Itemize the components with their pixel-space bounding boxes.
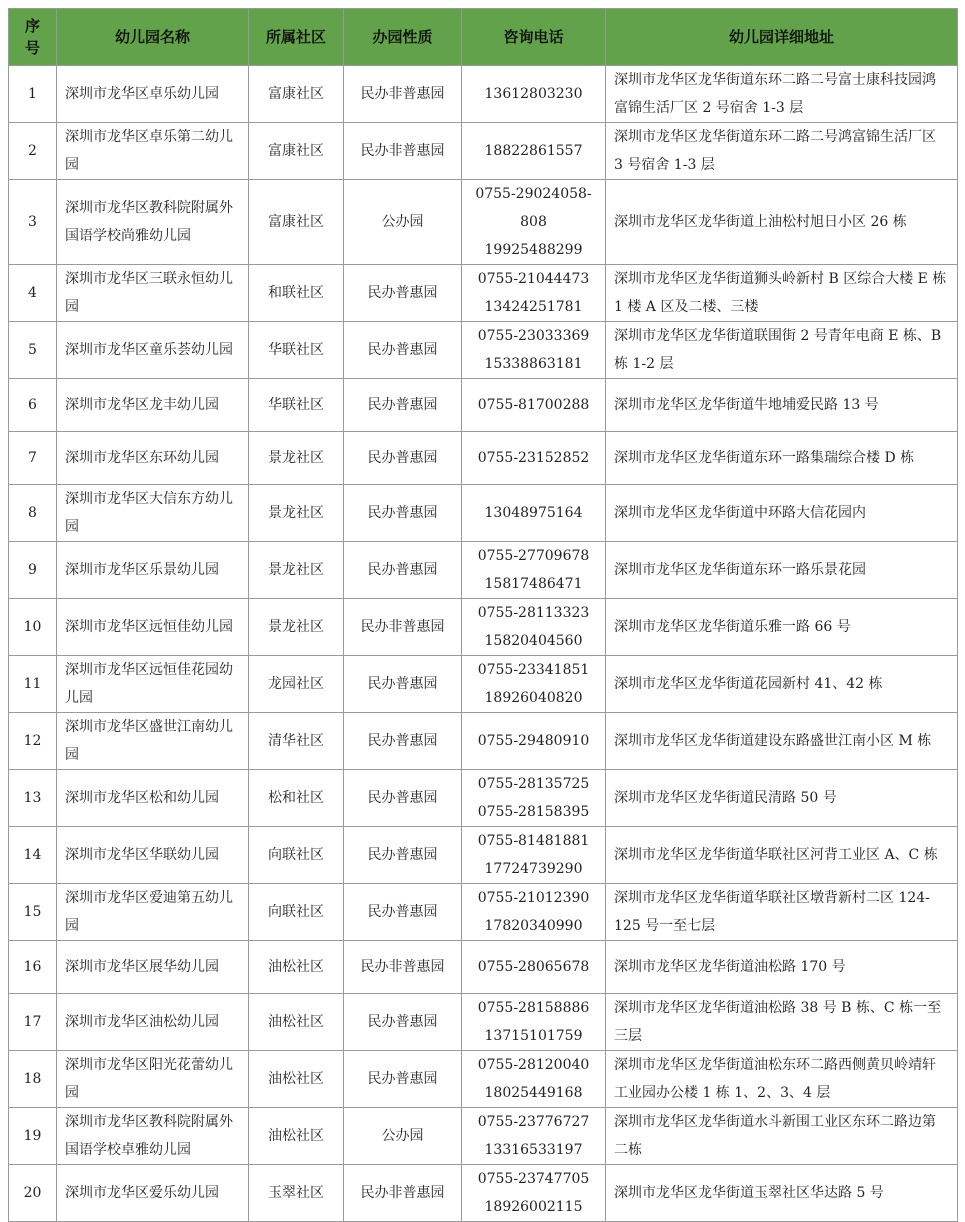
address: 深圳市龙华区龙华街道建设东路盛世江南小区 M 栋	[606, 713, 958, 770]
address: 深圳市龙华区龙华街道上油松村旭日小区 26 栋	[606, 180, 958, 265]
address: 深圳市龙华区龙华街道油松东环二路西侧黄贝岭靖轩工业园办公楼 1 栋 1、2、3、4 层	[606, 1051, 958, 1108]
address: 深圳市龙华区龙华街道狮头岭新村 B 区综合大楼 E 栋 1 楼 A 区及二楼、三楼	[606, 265, 958, 322]
phone-primary: 0755-23776727	[477, 1114, 590, 1130]
phone-primary: 13612803230	[484, 86, 583, 102]
phone-primary: 0755-27709678	[477, 548, 590, 564]
phone-primary: 0755-29024058-808	[475, 186, 592, 230]
kindergarten-name: 深圳市龙华区华联幼儿园	[57, 827, 249, 884]
phone-secondary: 15820404560	[484, 633, 583, 649]
school-type: 民办非普惠园	[344, 1165, 462, 1222]
row-number: 5	[9, 322, 57, 379]
school-type: 民办非普惠园	[344, 123, 462, 180]
table-row	[9, 884, 958, 941]
table-row	[9, 66, 958, 123]
phone-secondary: 13715101759	[484, 1028, 583, 1044]
phone-primary: 0755-21044473	[477, 271, 590, 287]
row-number: 19	[9, 1108, 57, 1165]
kindergarten-name: 深圳市龙华区东环幼儿园	[57, 432, 249, 485]
phone-secondary: 0755-28158395	[477, 804, 590, 820]
table-row	[9, 123, 958, 180]
phone-cell	[462, 180, 606, 265]
row-number: 2	[9, 123, 57, 180]
row-number: 16	[9, 941, 57, 994]
phone-primary: 0755-28120040	[477, 1057, 590, 1073]
phone-cell	[462, 770, 606, 827]
school-type: 民办非普惠园	[344, 66, 462, 123]
table-row	[9, 713, 958, 770]
address: 深圳市龙华区龙华街道玉翠社区华达路 5 号	[606, 1165, 958, 1222]
community: 龙园社区	[249, 656, 344, 713]
phone-primary: 0755-28065678	[477, 959, 590, 975]
phone-secondary: 15338863181	[484, 356, 583, 372]
table-row	[9, 180, 958, 265]
phone-primary: 18822861557	[484, 143, 583, 159]
community: 景龙社区	[249, 485, 344, 542]
address: 深圳市龙华区龙华街道牛地埔爱民路 13 号	[606, 379, 958, 432]
community: 富康社区	[249, 180, 344, 265]
kindergarten-name: 深圳市龙华区展华幼儿园	[57, 941, 249, 994]
phone-secondary: 15817486471	[484, 576, 583, 592]
phone-cell	[462, 379, 606, 432]
school-type: 民办非普惠园	[344, 941, 462, 994]
row-number: 8	[9, 485, 57, 542]
header-phone: 咨询电话	[462, 9, 606, 66]
phone-secondary: 17820340990	[484, 918, 583, 934]
header-num	[9, 9, 57, 66]
phone-cell	[462, 941, 606, 994]
phone-cell	[462, 713, 606, 770]
community: 景龙社区	[249, 599, 344, 656]
school-type: 民办普惠园	[344, 884, 462, 941]
school-type: 民办普惠园	[344, 485, 462, 542]
community: 油松社区	[249, 1108, 344, 1165]
school-type: 民办普惠园	[344, 265, 462, 322]
school-type: 民办普惠园	[344, 656, 462, 713]
row-number: 20	[9, 1165, 57, 1222]
table-row	[9, 265, 958, 322]
table-row	[9, 599, 958, 656]
row-number: 15	[9, 884, 57, 941]
address: 深圳市龙华区龙华街道花园新村 41、42 栋	[606, 656, 958, 713]
table-row	[9, 1165, 958, 1222]
phone-primary: 0755-23152852	[477, 450, 590, 466]
phone-cell	[462, 1108, 606, 1165]
address: 深圳市龙华区龙华街道水斗新围工业区东环二路边第二栋	[606, 1108, 958, 1165]
row-number: 9	[9, 542, 57, 599]
phone-primary: 13048975164	[484, 505, 583, 521]
phone-cell	[462, 66, 606, 123]
school-type: 民办普惠园	[344, 770, 462, 827]
kindergarten-name: 深圳市龙华区爱乐幼儿园	[57, 1165, 249, 1222]
phone-cell	[462, 265, 606, 322]
phone-cell	[462, 827, 606, 884]
school-type: 民办普惠园	[344, 713, 462, 770]
kindergarten-name: 深圳市龙华区教科院附属外国语学校卓雅幼儿园	[57, 1108, 249, 1165]
community: 清华社区	[249, 713, 344, 770]
kindergarten-name: 深圳市龙华区爱迪第五幼儿园	[57, 884, 249, 941]
school-type: 民办普惠园	[344, 994, 462, 1051]
phone-secondary: 17724739290	[484, 861, 583, 877]
row-number: 11	[9, 656, 57, 713]
school-type: 民办普惠园	[344, 542, 462, 599]
community: 向联社区	[249, 827, 344, 884]
table-row	[9, 542, 958, 599]
phone-secondary: 18926040820	[484, 690, 583, 706]
kindergarten-name: 深圳市龙华区卓乐第二幼儿园	[57, 123, 249, 180]
kindergarten-name: 深圳市龙华区三联永恒幼儿园	[57, 265, 249, 322]
address: 深圳市龙华区龙华街道华联社区河背工业区 A、C 栋	[606, 827, 958, 884]
kindergarten-name: 深圳市龙华区阳光花蕾幼儿园	[57, 1051, 249, 1108]
phone-primary: 0755-23033369	[477, 328, 590, 344]
table-row	[9, 322, 958, 379]
table-row	[9, 827, 958, 884]
header-address: 幼儿园详细地址	[606, 9, 958, 66]
address: 深圳市龙华区龙华街道乐雅一路 66 号	[606, 599, 958, 656]
row-number: 7	[9, 432, 57, 485]
phone-primary: 0755-81700288	[477, 397, 590, 413]
phone-cell	[462, 599, 606, 656]
school-type: 民办普惠园	[344, 379, 462, 432]
table-header-row	[9, 9, 958, 66]
kindergarten-name: 深圳市龙华区大信东方幼儿园	[57, 485, 249, 542]
kindergarten-name: 深圳市龙华区教科院附属外国语学校尚雅幼儿园	[57, 180, 249, 265]
header-name: 幼儿园名称	[57, 9, 249, 66]
row-number: 1	[9, 66, 57, 123]
phone-cell	[462, 1165, 606, 1222]
phone-primary: 0755-81481881	[477, 833, 590, 849]
community: 和联社区	[249, 265, 344, 322]
phone-primary: 0755-28135725	[477, 776, 590, 792]
kindergarten-name: 深圳市龙华区松和幼儿园	[57, 770, 249, 827]
community: 富康社区	[249, 123, 344, 180]
address: 深圳市龙华区龙华街道东环二路二号富士康科技园鸿富锦生活厂区 2 号宿舍 1-3 层	[606, 66, 958, 123]
row-number: 3	[9, 180, 57, 265]
address: 深圳市龙华区龙华街道东环一路乐景花园	[606, 542, 958, 599]
table-row	[9, 994, 958, 1051]
address: 深圳市龙华区龙华街道东环二路二号鸿富锦生活厂区 3 号宿舍 1-3 层	[606, 123, 958, 180]
community: 向联社区	[249, 884, 344, 941]
header-num-line2: 号	[24, 39, 40, 57]
phone-secondary: 18025449168	[484, 1085, 583, 1101]
row-number: 14	[9, 827, 57, 884]
address: 深圳市龙华区龙华街道联围街 2 号青年电商 E 栋、B 栋 1-2 层	[606, 322, 958, 379]
school-type: 民办普惠园	[344, 432, 462, 485]
phone-cell	[462, 884, 606, 941]
phone-primary: 0755-28158886	[477, 1000, 590, 1016]
phone-primary: 0755-23341851	[477, 662, 590, 678]
school-type: 公办园	[344, 180, 462, 265]
kindergarten-name: 深圳市龙华区龙丰幼儿园	[57, 379, 249, 432]
header-community: 所属社区	[249, 9, 344, 66]
school-type: 民办普惠园	[344, 1051, 462, 1108]
community: 油松社区	[249, 941, 344, 994]
kindergarten-name: 深圳市龙华区乐景幼儿园	[57, 542, 249, 599]
kindergarten-name: 深圳市龙华区油松幼儿园	[57, 994, 249, 1051]
phone-cell	[462, 656, 606, 713]
community: 油松社区	[249, 994, 344, 1051]
community: 油松社区	[249, 1051, 344, 1108]
kindergarten-name: 深圳市龙华区远恒佳幼儿园	[57, 599, 249, 656]
row-number: 4	[9, 265, 57, 322]
phone-primary: 0755-28113323	[477, 605, 590, 621]
phone-cell	[462, 542, 606, 599]
address: 深圳市龙华区龙华街道东环一路集瑞综合楼 D 栋	[606, 432, 958, 485]
phone-cell	[462, 994, 606, 1051]
community: 富康社区	[249, 66, 344, 123]
school-type: 公办园	[344, 1108, 462, 1165]
address: 深圳市龙华区龙华街道民清路 50 号	[606, 770, 958, 827]
row-number: 10	[9, 599, 57, 656]
table-row	[9, 485, 958, 542]
phone-cell	[462, 1051, 606, 1108]
community: 松和社区	[249, 770, 344, 827]
community: 华联社区	[249, 379, 344, 432]
table-body	[9, 66, 958, 1222]
phone-primary: 0755-29480910	[477, 733, 590, 749]
kindergarten-table	[8, 8, 958, 1222]
phone-secondary: 13316533197	[484, 1142, 583, 1158]
table-row	[9, 1051, 958, 1108]
row-number: 18	[9, 1051, 57, 1108]
table-row	[9, 432, 958, 485]
row-number: 13	[9, 770, 57, 827]
phone-cell	[462, 123, 606, 180]
header-type: 办园性质	[344, 9, 462, 66]
kindergarten-name: 深圳市龙华区盛世江南幼儿园	[57, 713, 249, 770]
phone-secondary: 18926002115	[484, 1199, 583, 1215]
phone-primary: 0755-23747705	[477, 1171, 590, 1187]
community: 景龙社区	[249, 542, 344, 599]
header-num-line1: 序	[24, 17, 40, 35]
phone-secondary: 19925488299	[484, 242, 583, 258]
phone-cell	[462, 432, 606, 485]
address: 深圳市龙华区龙华街道油松路 38 号 B 栋、C 栋一至三层	[606, 994, 958, 1051]
kindergarten-name: 深圳市龙华区童乐荟幼儿园	[57, 322, 249, 379]
community: 华联社区	[249, 322, 344, 379]
address: 深圳市龙华区龙华街道中环路大信花园内	[606, 485, 958, 542]
phone-secondary: 13424251781	[484, 299, 583, 315]
kindergarten-name: 深圳市龙华区远恒佳花园幼儿园	[57, 656, 249, 713]
school-type: 民办非普惠园	[344, 599, 462, 656]
phone-cell	[462, 485, 606, 542]
community: 景龙社区	[249, 432, 344, 485]
table-row	[9, 1108, 958, 1165]
kindergarten-name: 深圳市龙华区卓乐幼儿园	[57, 66, 249, 123]
table-row	[9, 656, 958, 713]
table-row	[9, 770, 958, 827]
table-row	[9, 379, 958, 432]
table-row	[9, 941, 958, 994]
school-type: 民办普惠园	[344, 827, 462, 884]
row-number: 12	[9, 713, 57, 770]
community: 玉翠社区	[249, 1165, 344, 1222]
row-number: 6	[9, 379, 57, 432]
address: 深圳市龙华区龙华街道油松路 170 号	[606, 941, 958, 994]
phone-primary: 0755-21012390	[477, 890, 590, 906]
school-type: 民办普惠园	[344, 322, 462, 379]
row-number: 17	[9, 994, 57, 1051]
kindergarten-table-container	[8, 8, 957, 1222]
phone-cell	[462, 322, 606, 379]
address: 深圳市龙华区龙华街道华联社区墩背新村二区 124-125 号一至七层	[606, 884, 958, 941]
